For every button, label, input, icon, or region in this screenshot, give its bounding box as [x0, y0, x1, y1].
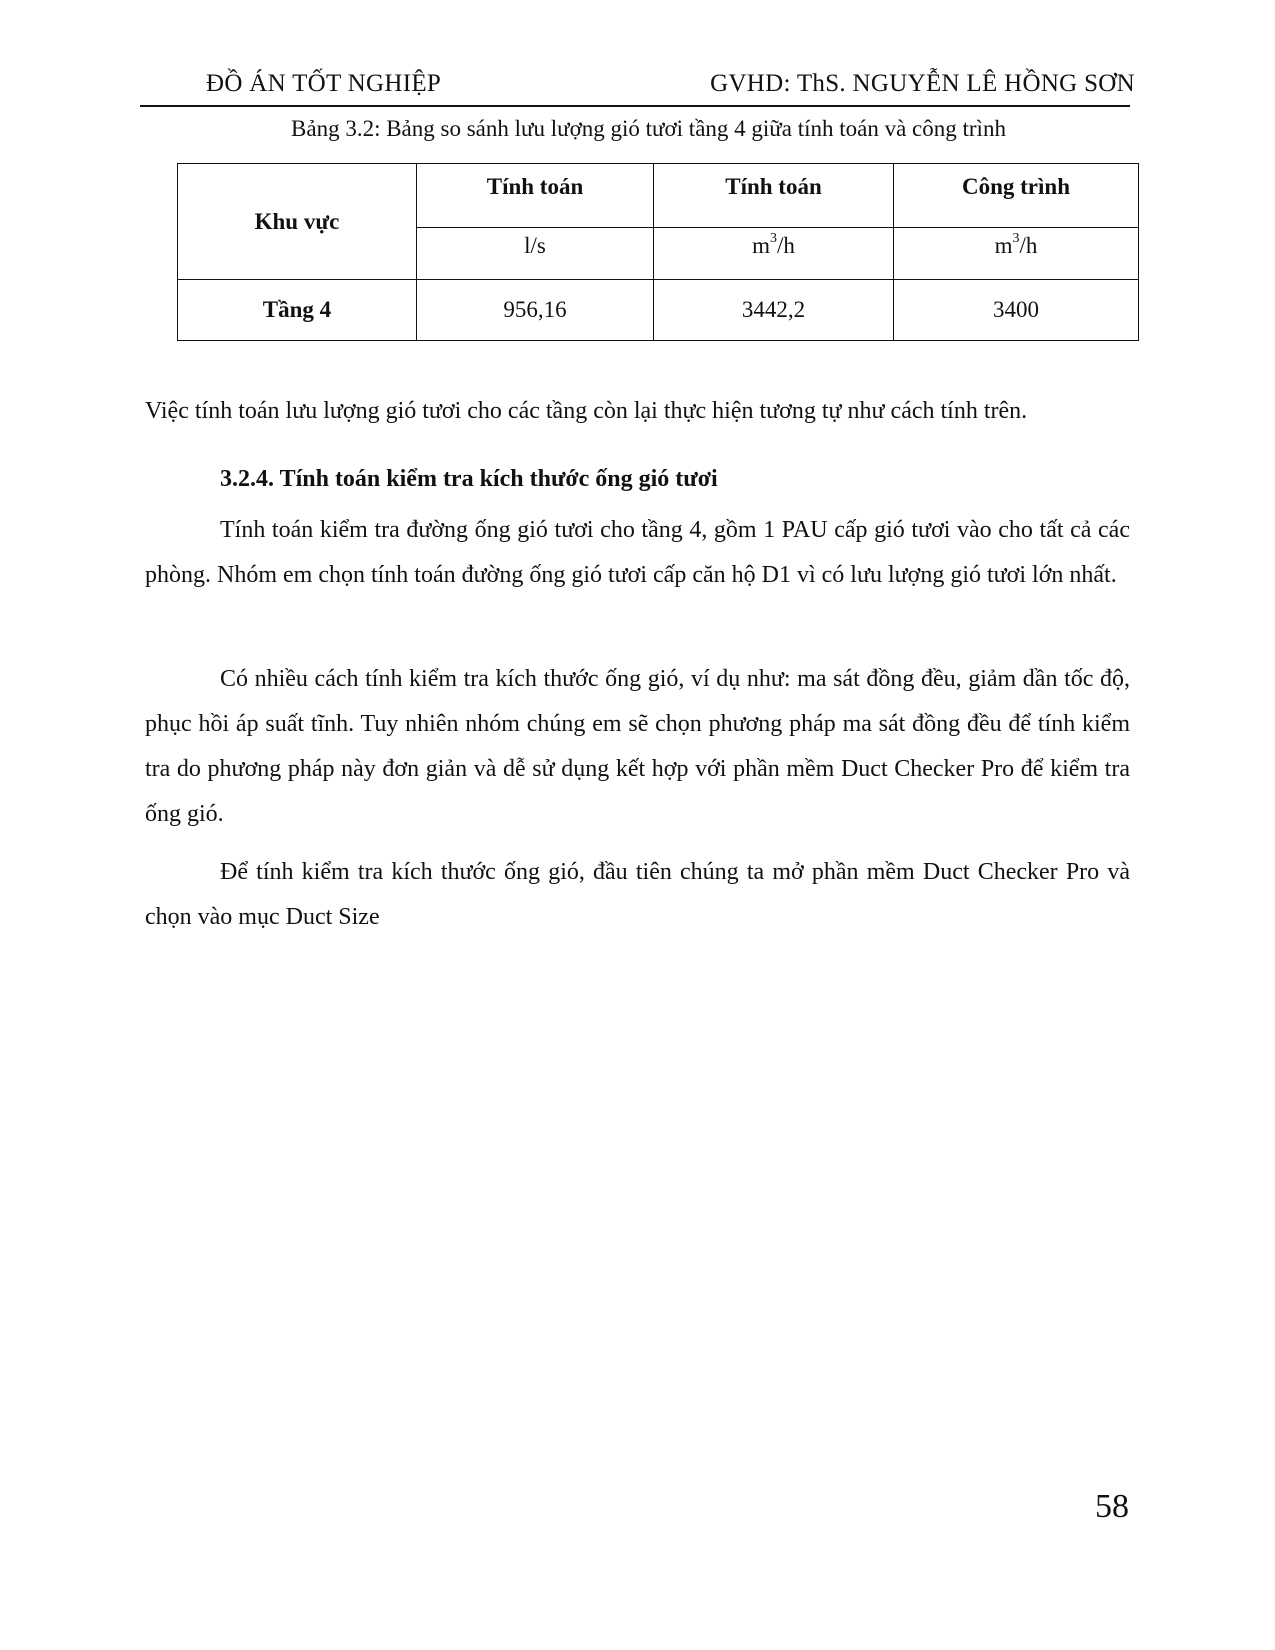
section-heading: 3.2.4. Tính toán kiểm tra kích thước ống gió tươi: [220, 466, 718, 492]
unit-m3h-calc: [654, 228, 894, 280]
unit-exp: 3: [1012, 231, 1020, 247]
unit-exp: 3: [770, 231, 777, 247]
header-title: ĐỒ ÁN TỐT NGHIỆP: [206, 70, 442, 97]
page-number: 58: [1095, 1488, 1129, 1525]
paragraph-2: Tính toán kiểm tra đường ống gió tươi cho tầng 4, gồm 1 PAU cấp gió tươi vào cho tất cả các phòng. Nhóm em chọn tính toán đường ống gió tươi cấp căn hộ D1 vì có lưu lượng gió tươi lớn nhất.: [145, 517, 1130, 588]
header-calc-ls: Tính toán: [417, 164, 654, 228]
cell-m3h-actual: 3400: [894, 280, 1139, 341]
header-actual: Công trình: [894, 164, 1139, 228]
header-area: Khu vực: [178, 164, 417, 280]
unit-h: /h: [1019, 233, 1038, 258]
unit-ls: l/s: [417, 228, 654, 280]
paragraph-1: Việc tính toán lưu lượng gió tươi cho các tầng còn lại thực hiện tương tự như cách tính trên.: [145, 398, 1028, 424]
row-label: Tầng 4: [178, 280, 417, 341]
unit-m3h-actual: [894, 228, 1139, 280]
header-calc-m3h: Tính toán: [654, 164, 894, 228]
table-row: [178, 280, 1139, 341]
header-advisor: GVHD: ThS. NGUYỄN LÊ HỒNG SƠN: [710, 70, 1135, 97]
paragraph-4: Để tính kiểm tra kích thước ống gió, đầu tiên chúng ta mở phần mềm Duct Checker Pro và chọn vào mục Duct Size: [145, 859, 1130, 930]
paragraph-3: Có nhiều cách tính kiểm tra kích thước ống gió, ví dụ như: ma sát đồng đều, giảm dần tốc độ, phục hồi áp suất tĩnh. Tuy nhiên nhóm chúng em sẽ chọn phương pháp ma sát đồng đều để tính kiểm tra do phương pháp này đơn giản và dễ sử dụng kết hợp với phần mềm Duct Checker Pro để kiểm tra ống gió.: [145, 666, 1130, 827]
table-caption: [0, 116, 1275, 142]
table-header-row: [178, 164, 1139, 228]
unit-h: /h: [777, 233, 795, 258]
cell-ls: 956,16: [417, 280, 654, 341]
cell-m3h-calc: 3442,2: [654, 280, 894, 341]
header-divider: [140, 105, 1130, 107]
unit-m: m: [994, 233, 1013, 258]
unit-m: m: [752, 233, 770, 258]
comparison-table: [177, 163, 1139, 341]
table-caption-text: Bảng 3.2: Bảng so sánh lưu lượng gió tươi tầng 4 giữa tính toán và công trình: [291, 116, 1006, 141]
